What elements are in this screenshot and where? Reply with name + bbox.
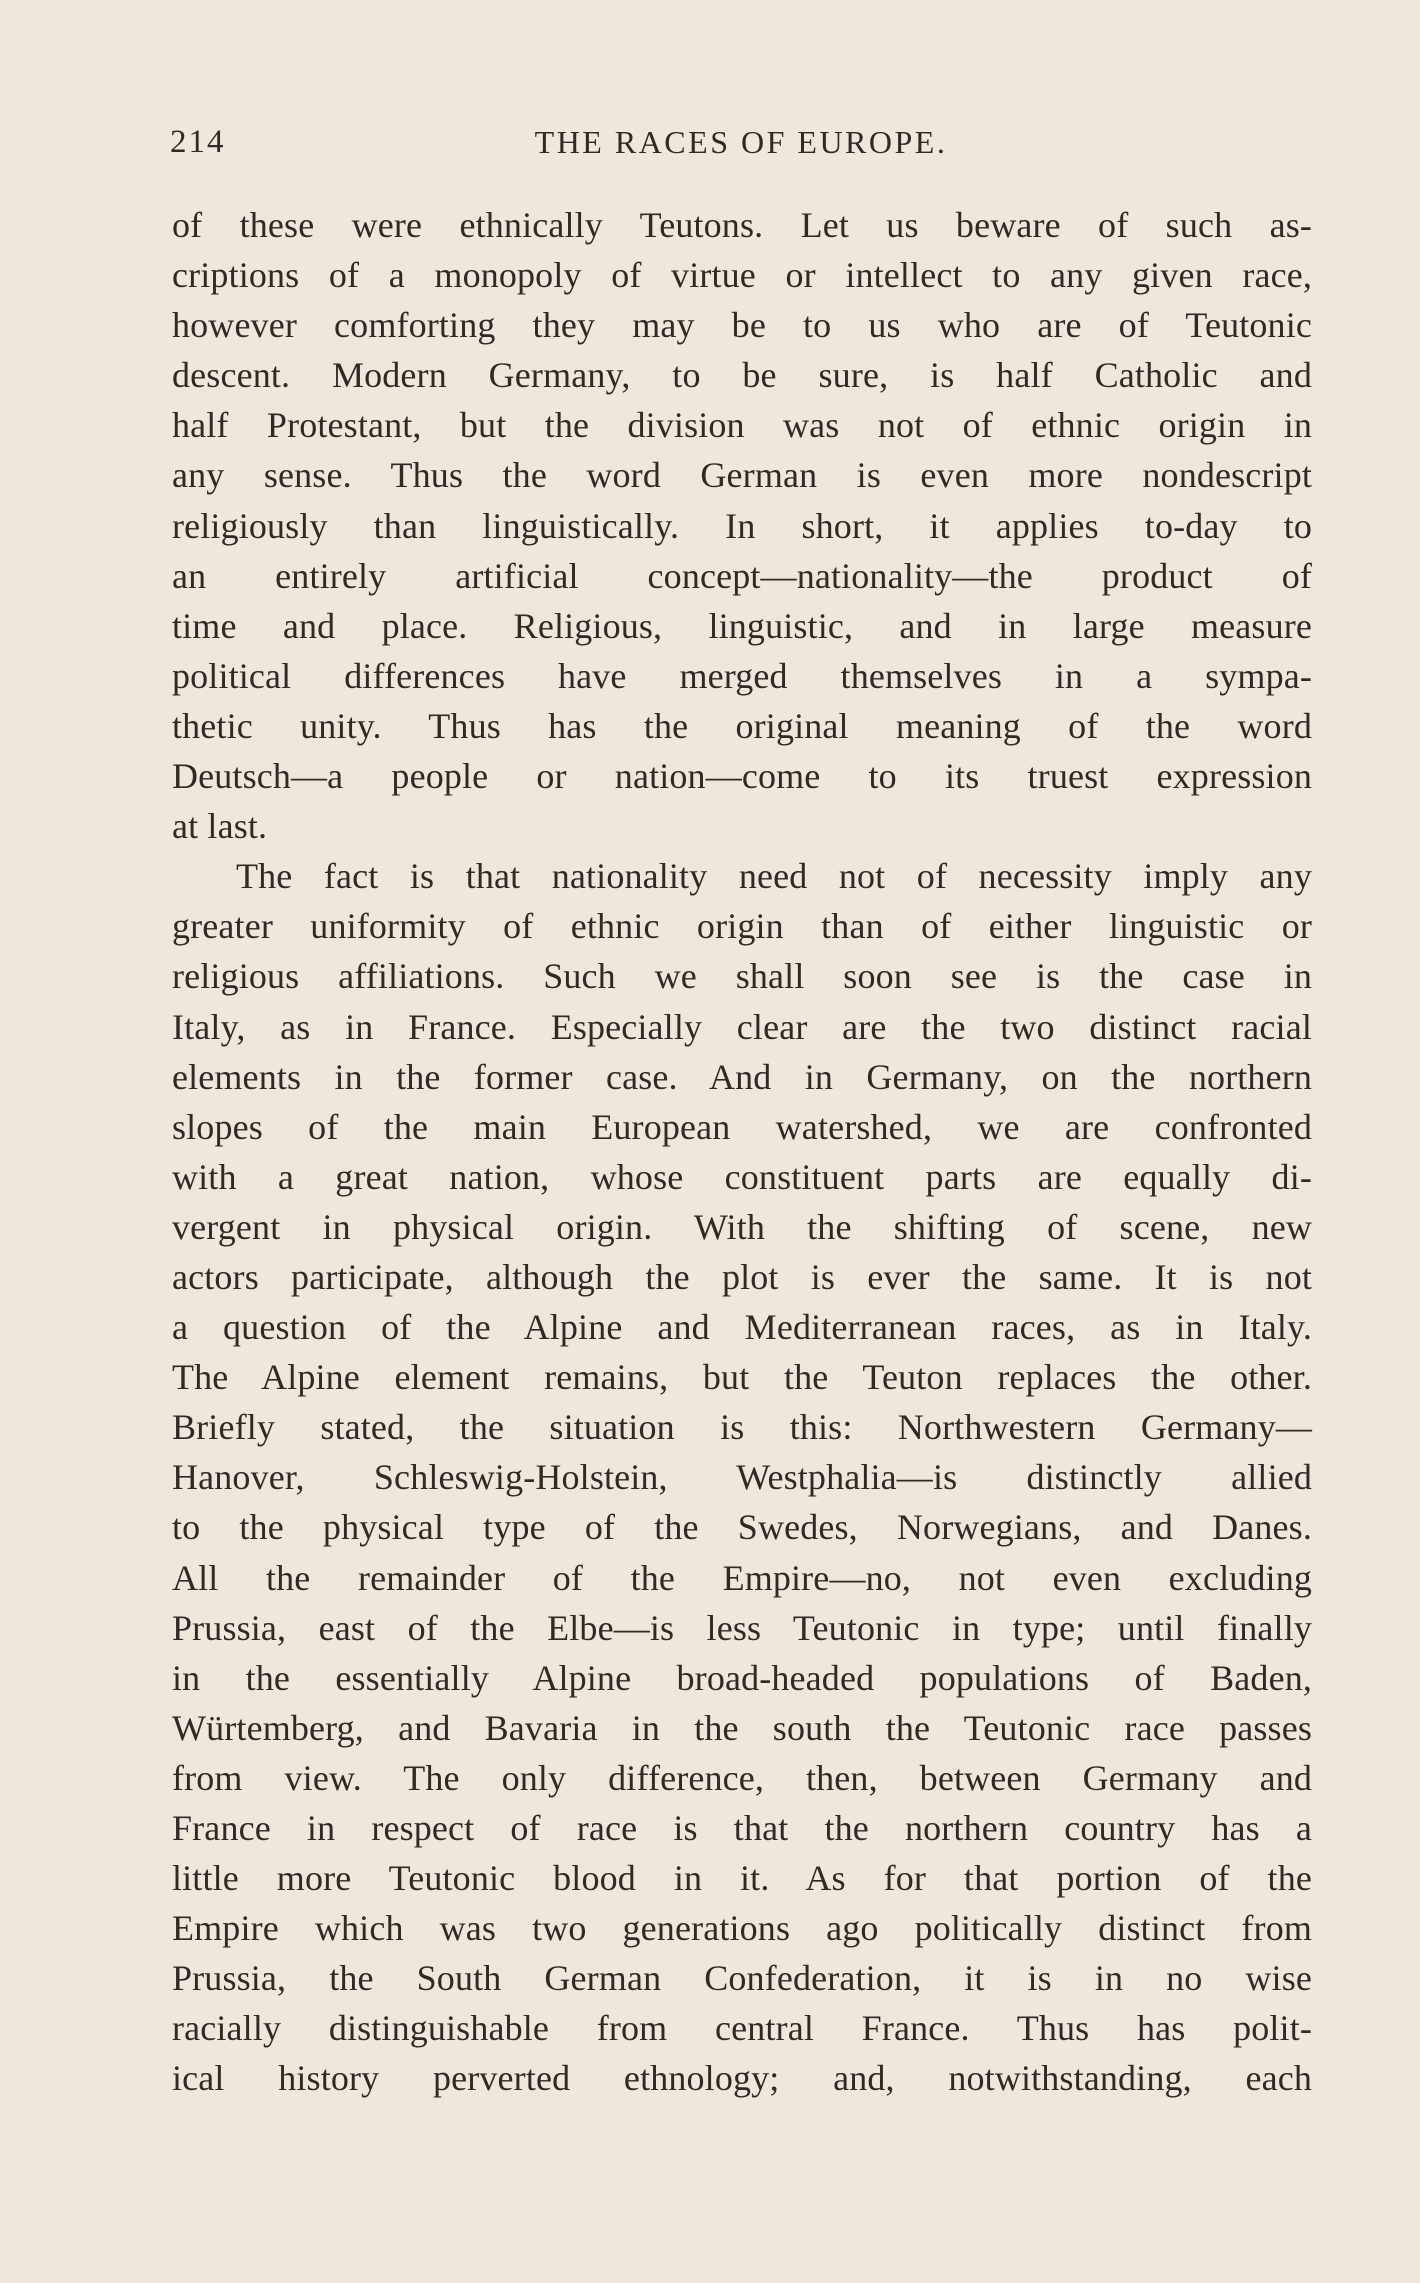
text-line: religiously than linguistically. In short, it applies to-day to [172,505,1312,546]
text-line: slopes of the main European watershed, we are confronted [172,1106,1312,1147]
text-line: France in respect of race is that the northern country has a [172,1808,1312,1848]
body-text [172,200,1312,2104]
text-line: racially distinguishable from central France. Thus has polit- [172,2008,1312,2049]
text-line: religious affiliations. Such we shall soon see is the case in [172,956,1312,997]
text-line: vergent in physical origin. With the shifting of scene, new [172,1206,1312,1247]
text-line: half Protestant, but the division was not of ethnic origin in [172,405,1312,446]
text-line: of these were ethnically Teutons. Let us beware of such as- [172,205,1312,245]
text-line: greater uniformity of ethnic origin than of either linguistic or [172,906,1312,947]
text-line: Prussia, the South German Confederation, it is in no wise [172,1958,1312,1999]
text-line: Prussia, east of the Elbe—is less Teutonic in type; until finally [172,1607,1312,1648]
text-line: political differences have merged themselves in a sympa- [172,655,1312,696]
text-line: elements in the former case. And in Germany, on the northern [172,1056,1312,1097]
text-line: All the remainder of the Empire—no, not even excluding [172,1557,1312,1598]
text-line: in the essentially Alpine broad-headed populations of Baden, [172,1657,1312,1698]
text-line: Empire which was two generations ago politically distinct from [172,1908,1312,1949]
text-line: The Alpine element remains, but the Teuton replaces the other. [172,1357,1312,1398]
text-line: little more Teutonic blood in it. As for that portion of the [172,1858,1312,1899]
text-line: Briefly stated, the situation is this: Northwestern Germany— [172,1407,1312,1448]
text-line: criptions of a monopoly of virtue or intellect to any given race, [172,255,1312,296]
text-line: at last. [172,806,268,847]
text-line: to the physical type of the Swedes, Norwegians, and Danes. [172,1507,1312,1548]
text-line: Hanover, Schleswig-Holstein, Westphalia—is distinctly allied [172,1457,1312,1498]
text-line: The fact is that nationality need not of necessity imply any [236,856,1312,897]
text-line: an entirely artificial concept—nationality—the product of [172,555,1312,596]
paragraph-1 [172,200,1312,851]
paragraph-2 [172,851,1312,2103]
text-line: any sense. Thus the word German is even more nondescript [172,455,1312,496]
page-header [170,124,1312,174]
text-line: Italy, as in France. Especially clear are the two distinct racial [172,1006,1312,1047]
text-line: from view. The only difference, then, between Germany and [172,1757,1312,1798]
text-line: Deutsch—a people or nation—come to its truest expression [172,756,1312,797]
text-line: with a great nation, whose constituent parts are equally di- [172,1156,1312,1197]
page-number: 214 [170,124,226,160]
text-line: however comforting they may be to us who are of Teutonic [172,305,1312,346]
running-title: THE RACES OF EUROPE. [534,124,948,160]
text-line: ical history perverted ethnology; and, notwithstanding, each [172,2058,1312,2099]
text-line: actors participate, although the plot is ever the same. It is not [172,1256,1312,1297]
text-line: thetic unity. Thus has the original meaning of the word [172,705,1312,746]
text-line: a question of the Alpine and Mediterranean races, as in Italy. [172,1307,1312,1348]
text-line: descent. Modern Germany, to be sure, is half Catholic and [172,355,1312,396]
text-line: time and place. Religious, linguistic, and in large measure [172,605,1312,646]
text-line: Würtemberg, and Bavaria in the south the Teutonic race passes [172,1707,1312,1748]
